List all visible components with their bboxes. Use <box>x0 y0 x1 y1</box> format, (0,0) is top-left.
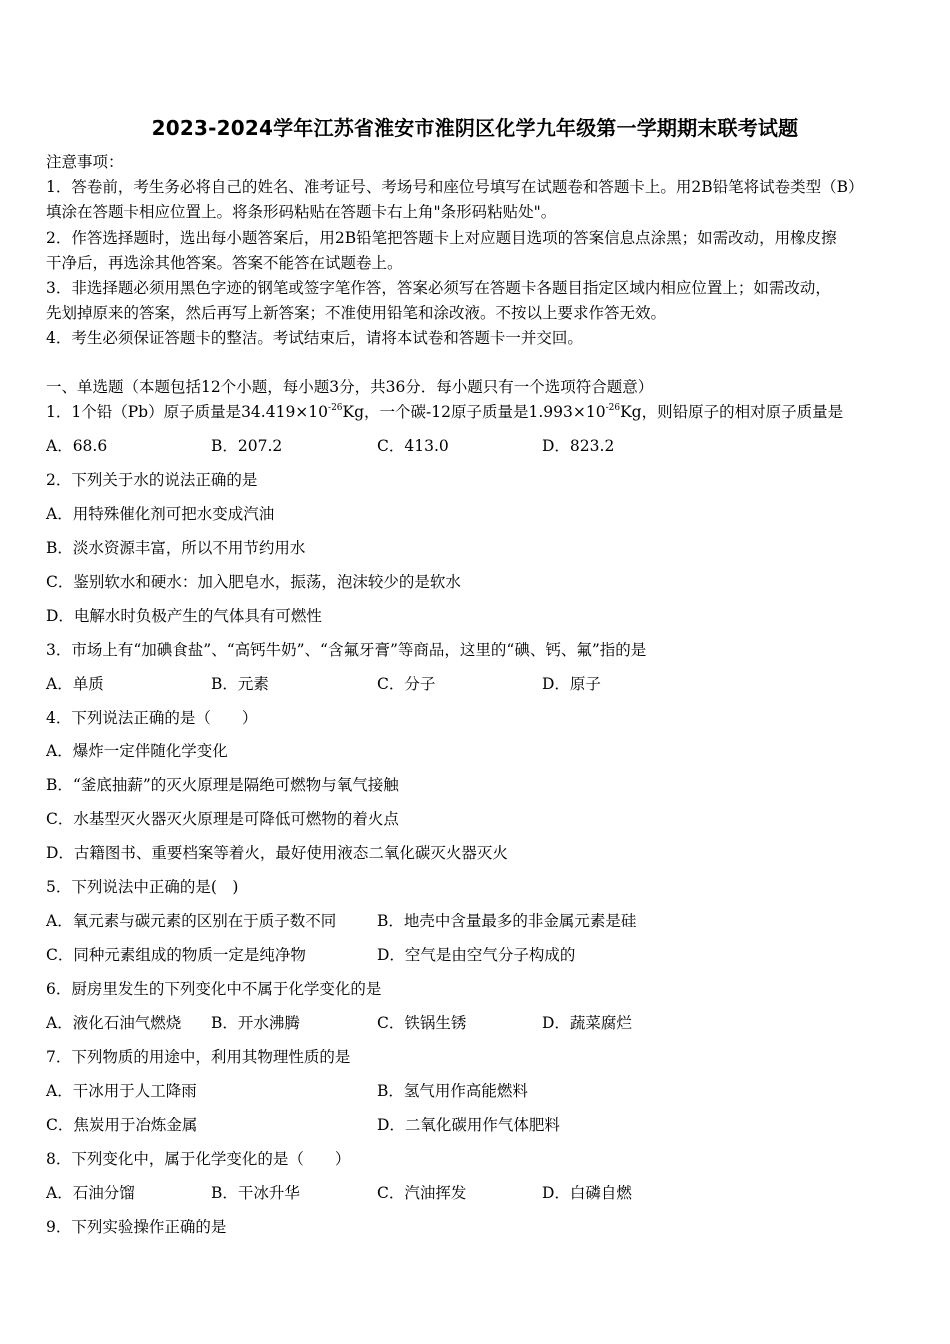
question-4-stem: 4．下列说法正确的是（ ） <box>46 709 258 727</box>
notes-line: 填涂在答题卡相应位置上。将条形码粘贴在答题卡右上角"条形码粘贴处"。 <box>46 203 557 221</box>
question-3-option-d: D．原子 <box>542 675 601 693</box>
notes-line: 1．答卷前，考生务必将自己的姓名、准考证号、考场号和座位号填写在试题卷和答题卡上。用2B铅笔将试卷类型（B） <box>46 178 864 196</box>
question-1-stem: 1．1个铅（Pb）原子质量是$34.419\times 10^{-26}Kg$，一个碳-12原子质量是$1.993\times 10^{-26}Kg$，则铅原子的相对原子质量是 <box>46 403 844 421</box>
question-7-option-a: A．干冰用于人工降雨 <box>46 1082 197 1100</box>
question-4-option-a: A．爆炸一定伴随化学变化 <box>46 742 228 760</box>
notes-line: 3．非选择题必须用黑色字迹的钢笔或签字笔作答，答案必须写在答题卡各题目指定区域内相应位置上；如需改动， <box>46 279 831 297</box>
question-3-option-b: B．元素 <box>211 675 269 693</box>
page-title: 2023-2024学年江苏省淮安市淮阴区化学九年级第一学期期末联考试题 <box>151 116 799 140</box>
question-7-option-c: C．焦炭用于冶炼金属 <box>46 1116 198 1134</box>
question-6-stem: 6．厨房里发生的下列变化中不属于化学变化的是 <box>46 980 382 998</box>
question-7-stem: 7．下列物质的用途中，利用其物理性质的是 <box>46 1048 351 1066</box>
question-5-stem: 5．下列说法中正确的是( ) <box>46 878 239 896</box>
question-1-option-c: C．413.0 <box>377 437 449 455</box>
question-3-option-a: A．单质 <box>46 675 104 693</box>
question-6-option-d: D．蔬菜腐烂 <box>542 1014 632 1032</box>
question-5-option-a: A．氧元素与碳元素的区别在于质子数不同 <box>46 912 337 930</box>
section-heading: 一、单选题（本题包括12个小题，每小题3分，共36分．每小题只有一个选项符合题意） <box>46 378 654 396</box>
question-2-option-b: B．淡水资源丰富，所以不用节约用水 <box>46 539 306 557</box>
question-1-option-d: D．823.2 <box>542 437 615 455</box>
notes-heading: 注意事项： <box>46 153 124 171</box>
question-6-option-b: B．开水沸腾 <box>211 1014 300 1032</box>
question-8-option-c: C．汽油挥发 <box>377 1184 467 1202</box>
question-3-stem: 3．市场上有“加碘食盐”、“高钙牛奶”、“含氟牙膏”等商品，这里的“碘、钙、氟”指的是 <box>46 641 647 659</box>
notes-line: 4．考生必须保证答题卡的整洁。考试结束后，请将本试卷和答题卡一并交回。 <box>46 329 583 347</box>
question-3-option-c: C．分子 <box>377 675 436 693</box>
question-8-option-d: D．白磷自燃 <box>542 1184 632 1202</box>
question-9-stem: 9．下列实验操作正确的是 <box>46 1218 227 1236</box>
notes-line: 干净后，再选涂其他答案。答案不能答在试题卷上。 <box>46 254 403 272</box>
question-4-option-b: B．“釜底抽薪”的灭火原理是隔绝可燃物与氧气接触 <box>46 776 399 794</box>
question-4-option-d: D．古籍图书、重要档案等着火，最好使用液态二氧化碳灭火器灭火 <box>46 844 508 862</box>
question-4-option-c: C．水基型灭火器灭火原理是可降低可燃物的着火点 <box>46 810 399 828</box>
question-6-option-a: A．液化石油气燃烧 <box>46 1014 182 1032</box>
question-2-option-d: D．电解水时负极产生的气体具有可燃性 <box>46 607 322 625</box>
question-5-option-b: B．地壳中含量最多的非金属元素是硅 <box>377 912 637 930</box>
question-2-option-c: C．鉴别软水和硬水：加入肥皂水，振荡，泡沫较少的是软水 <box>46 573 461 591</box>
question-1-option-b: B．207.2 <box>211 437 283 455</box>
question-7-option-d: D．二氧化碳用作气体肥料 <box>377 1116 560 1134</box>
notes-line: 2．作答选择题时，选出每小题答案后，用2B铅笔把答题卡上对应题目选项的答案信息点涂黑；如需改动，用橡皮擦 <box>46 229 837 247</box>
question-2-stem: 2．下列关于水的说法正确的是 <box>46 471 258 489</box>
question-7-option-b: B．氢气用作高能燃料 <box>377 1082 528 1100</box>
question-8-stem: 8．下列变化中，属于化学变化的是（ ） <box>46 1150 351 1168</box>
question-6-option-c: C．铁锅生锈 <box>377 1014 467 1032</box>
question-1-option-a: A．68.6 <box>46 437 108 455</box>
question-5-option-d: D．空气是由空气分子构成的 <box>377 946 576 964</box>
question-8-option-a: A．石油分馏 <box>46 1184 135 1202</box>
question-8-option-b: B．干冰升华 <box>211 1184 300 1202</box>
question-2-option-a: A．用特殊催化剂可把水变成汽油 <box>46 505 275 523</box>
question-5-option-c: C．同种元素组成的物质一定是纯净物 <box>46 946 306 964</box>
notes-line: 先划掉原来的答案，然后再写上新答案；不准使用铅笔和涂改液。不按以上要求作答无效。 <box>46 304 667 322</box>
